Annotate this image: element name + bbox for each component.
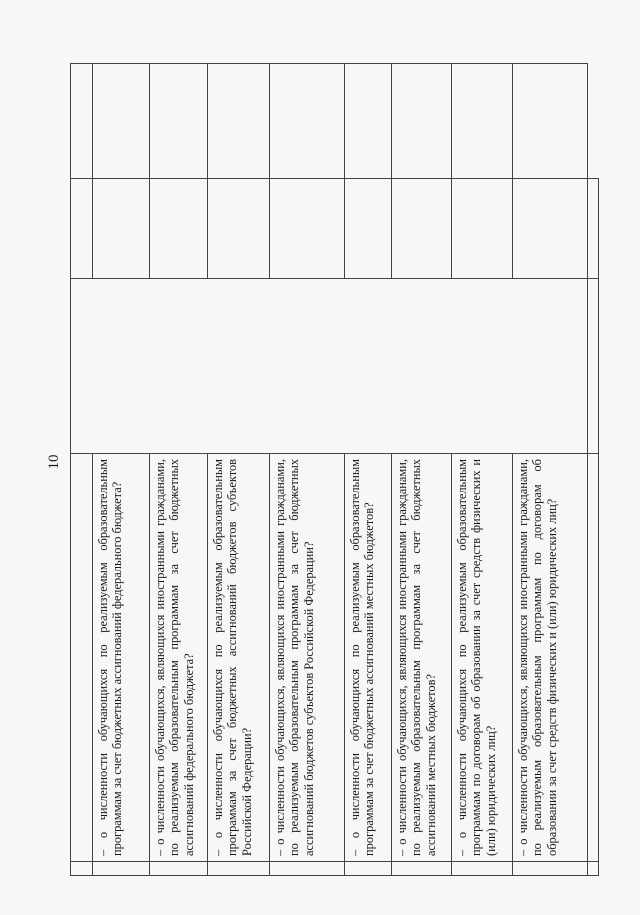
page-number: 10 (46, 454, 62, 470)
table-row (513, 64, 588, 876)
answer-cell-a (452, 179, 513, 279)
question-cell: – о численности обучающихся по реализуемым образовательным программам за счет бюджетных ассигнований федерального бюджета? (93, 454, 150, 862)
question-cell: – о численности обучающихся по реализуемым образовательным программам за счет бюджетных ассигнований местных бюджетов? (345, 454, 392, 862)
table-row (150, 64, 208, 876)
table-cell-blank (392, 862, 452, 876)
answer-cell-b (93, 64, 150, 179)
table-row (270, 64, 345, 876)
answer-cell-b (345, 64, 392, 179)
answer-cell-b (513, 64, 588, 179)
table-cell-blank (588, 454, 599, 862)
table-cell-blank (270, 862, 345, 876)
table-cell-blank (150, 862, 208, 876)
table-cell-blank (208, 862, 270, 876)
answer-cell-b (392, 64, 452, 179)
table-row (452, 64, 513, 876)
answer-cell-a (270, 179, 345, 279)
table-cell-blank (345, 862, 392, 876)
table-cell-blank (452, 862, 513, 876)
table-cell-blank (71, 454, 93, 862)
answer-cell-b (150, 64, 208, 179)
checklist-table (70, 64, 598, 876)
answer-cell-a (513, 179, 588, 279)
answer-cell-b (452, 64, 513, 179)
question-cell: – о численности обучающихся, являющихся иностранными гражданами, по реализуемым образовательным программам за счет бюджетных ассигнований федерального бюджета? (150, 454, 208, 862)
table-cell-blank (588, 862, 599, 876)
answer-cell-b (208, 64, 270, 179)
question-cell: – о численности обучающихся по реализуемым образовательным программам за счет бюджетных ассигнований бюджетов субъектов Российской Федерации? (208, 454, 270, 862)
answer-cell-a (208, 179, 270, 279)
question-cell: – о численности обучающихся, являющихся иностранными гражданами, по реализуемым образовательным программам за счет бюджетных ассигнований местных бюджетов? (392, 454, 452, 862)
table-cell-blank (71, 862, 93, 876)
table-row (93, 64, 150, 876)
table-cell-blank (93, 862, 150, 876)
table-row (208, 64, 270, 876)
answer-cell-a (345, 179, 392, 279)
answer-cell-a (392, 179, 452, 279)
table-cell-blank (71, 179, 93, 279)
question-cell: – о численности обучающихся по реализуемым образовательным программам по договорам об образовании за счет средств физических и (или) юридических лиц? (452, 454, 513, 862)
answer-cell-b (270, 64, 345, 179)
table-cell-blank (71, 64, 93, 179)
table-cell-blank (513, 862, 588, 876)
table-cell-blank (588, 279, 599, 454)
answer-cell-a (150, 179, 208, 279)
question-cell: – о численности обучающихся, являющихся иностранными гражданами, по реализуемым образовательным программам за счет бюджетных ассигнований бюджетов субъектов Российской Федерации? (270, 454, 345, 862)
question-cell: – о численности обучающихся, являющихся иностранными гражданами, по реализуемым образовательным программам по договорам об образовании за счет средств физических и (или) юридических лиц? (513, 454, 588, 862)
table-row-bottom-gap (588, 64, 599, 876)
table-cell-blank (71, 279, 588, 454)
answer-cell-a (93, 179, 150, 279)
table-cell-blank (588, 179, 599, 279)
checklist-table-grid (70, 63, 599, 876)
table-row (345, 64, 392, 876)
table-row (392, 64, 452, 876)
table-row-header-gap (71, 64, 93, 876)
